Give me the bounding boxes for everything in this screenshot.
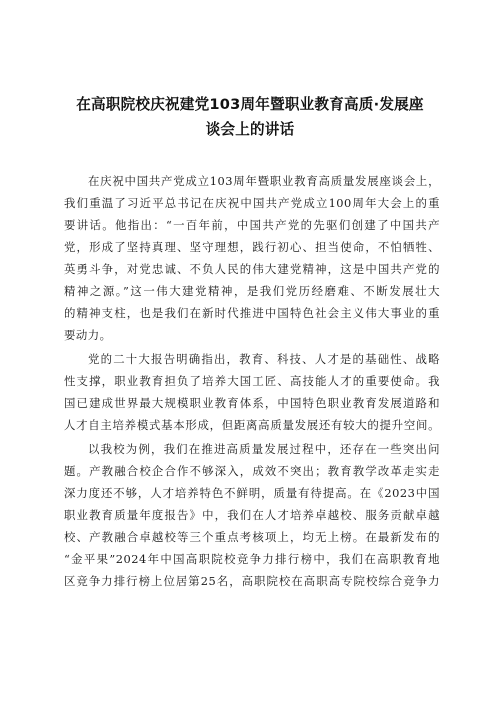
text-line: 精神之源。”这一伟大建党精神，是我们党历经磨难、不断发展壮大 [64,284,440,298]
paragraph-3 [64,438,440,592]
text-line: 国已建成世界最大规模职业教育体系，中国特色职业教育发展道路和 [64,396,440,410]
text-line: 要动力。 [64,328,112,342]
text-line: 职业教育质量年度报告》中，我们在人才培养卓越校、服务贡献卓越 [64,508,440,522]
title-line: 在高职院校庆祝建党103周年暨职业教育高质·发展座 [76,96,424,113]
text-line: 我们重温了习近平总书记在庆祝中国共产党成立100周年大会上的重 [64,196,440,210]
speech-body [64,170,440,594]
paragraph-2 [64,348,440,436]
text-line: 在庆祝中国共产党成立103周年暨职业教育高质量发展座谈会上， [88,174,440,188]
text-line: 要讲话。他指出：“一百年前，中国共产党的先驱们创建了中国共产 [64,218,440,232]
text-line: 深力度还不够，人才培养特色不鲜明，质量有待提高。在《2023中国 [64,486,440,500]
text-line: 的精神支柱，也是我们在新时代推进中国特色社会主义伟大事业的重 [64,306,440,320]
text-line: 校、产教融合卓越校等三个重点考核项上，均无上榜。在最新发布的 [64,530,440,544]
text-line: 英勇斗争，对党忠诚、不负人民的伟大建党精神，这是中国共产党的 [64,262,440,276]
text-line: 人才自主培养模式基本形成，但距离高质量发展还有较大的提升空间。 [64,418,440,432]
text-line: 党的二十大报告明确指出，教育、科技、人才是的基础性、战略 [88,352,440,366]
document-title [58,92,442,142]
text-line: 性支撑，职业教育担负了培养大国工匠、高技能人才的重要使命。我 [64,374,440,388]
paragraph-1 [64,170,440,346]
title-line: 谈会上的讲话 [205,121,295,138]
text-line: “金平果”2024年中国高职院校竞争力排行榜中，我们在高职教育地 [64,552,440,566]
text-line: 题。产教融合校企合作不够深入，成效不突出；教育教学改革走实走 [64,464,440,478]
text-line: 区竞争力排行榜上位居第25名，高职院校在高职高专院校综合竞争力 [64,574,440,588]
text-line: 党，形成了坚持真理、坚守理想，践行初心、担当使命，不怕牺牲、 [64,240,440,254]
text-line: 以我校为例，我们在推进高质量发展过程中，还存在一些突出问 [88,442,440,456]
